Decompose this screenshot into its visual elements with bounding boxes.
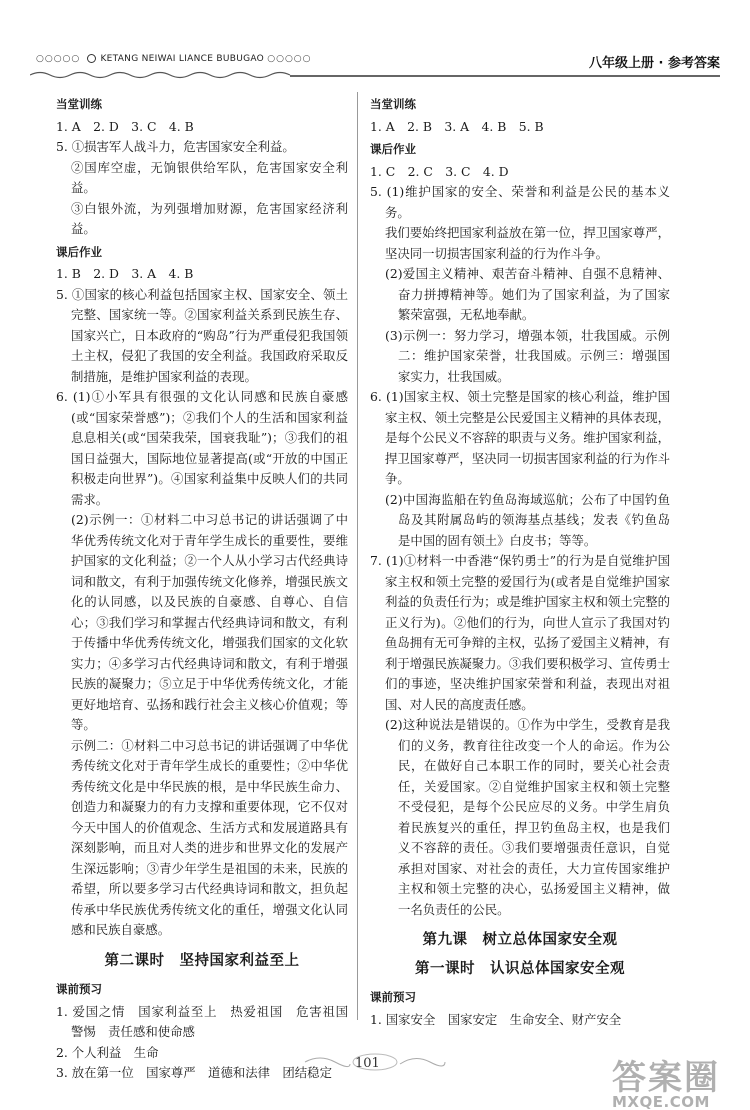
answer-paragraph: (2)爱国主义精神、艰苦奋斗精神、自强不息精神、奋力拼搏精神等。她们为了国家利益，为了国家繁荣富强，无私地奉献。 — [385, 266, 670, 322]
answer-paragraph: 6. (1)国家主权、领土完整是国家的核心利益，维护国家主权、领土完整是公民爱国主义精神的具体表现，是每个公民义不容辞的职责与义务。维护国家利益，捍卫国家尊严，坚决同一切损害国家利益的行为作斗争。 — [370, 389, 670, 486]
answer-paragraph: (2)这种说法是错误的。①作为中学生，受教育是我们的义务，教育往往改变一个人的命运。作为公民，在做好自己本职工作的同时，要关心社会责任，关爱国家。②自觉维护国家主权和领土完整不受侵犯，是每个公民应尽的义务。中学生肩负着民族复兴的重任，捍卫钓鱼岛主权，也是我们义不容辞的责任。③我们要增强责任意识，自觉承担对国家、对社会的责任，大力宣传国家维护主权和领土完整的决心，弘扬爱国主义精神，做一名负责任的公民。 — [385, 717, 670, 917]
answer-paragraph: 6. (1)①小军具有很强的文化认同感和民族自豪感(或“国家荣誉感”)；②我们个人的生活和国家利益息息相关(或“国荣我荣，国衰我耻”)；③我们的祖国日益强大，国际地位显著提高(或“开放的中国正积极走向世界”)。④国家利益集中反映人们的共同需求。 — [56, 389, 348, 507]
lesson-title: 第二课时 坚持国家利益至上 — [104, 952, 300, 969]
answer-paragraph: (3)示例一：努力学习，增强本领，壮我国威。示例二：维护国家荣誉，壮我国威。示例三：增强国家实力，壮我国威。 — [385, 327, 670, 384]
lesson-title: 第一课时 认识总体国家安全观 — [415, 960, 625, 977]
answer-line: 5. (1)维护国家的安全、荣誉和利益是公民的基本义务。 — [370, 184, 670, 220]
column-divider — [357, 92, 358, 1020]
answer-paragraph: (2)中国海监船在钓鱼岛海域巡航；公布了中国钓鱼岛及其附属岛屿的领海基点基线；发表《钓鱼岛是中国的固有领土》白皮书；等等。 — [385, 491, 670, 548]
answer-line: 1. 国家安全 国家安定 生命安全、财产安全 — [370, 1011, 622, 1027]
page-number: 101 — [355, 1056, 380, 1071]
watermark-logo-text: 答案圈 — [612, 1058, 720, 1098]
answer-line: 3. 放在第一位 国家尊严 道德和法律 团结稳定 — [56, 1065, 332, 1080]
answer-line: 1. A 2. D 3. C 4. B — [56, 118, 194, 134]
right-column — [370, 92, 670, 1030]
running-head: 八年级上册 · 参考答案 — [589, 56, 720, 71]
brand-text: KETANG NEIWAI LIANCE BUBUGAO — [100, 54, 265, 64]
decor-dots-right: ○○○○○ — [267, 54, 312, 64]
chapter-title: 第九课 树立总体国家安全观 — [422, 932, 618, 948]
page-header — [30, 44, 720, 84]
answer-paragraph: 我们要始终把国家利益放在第一位，捍卫国家尊严，坚决同一切损害国家利益的行为作斗争。 — [385, 225, 670, 261]
answer-line: 2. 个人利益 生命 — [56, 1044, 159, 1060]
brand-line — [36, 54, 312, 64]
answer-line: 1. 爱国之情 国家利益至上 热爱祖国 危害祖国 警惕 责任感和使命感 — [56, 1003, 361, 1039]
section-heading: 当堂训练 — [370, 97, 416, 111]
section-heading: 课前预习 — [56, 982, 102, 996]
answer-line: ②国库空虚，无饷银供给军队，危害国家安全利益。 — [71, 159, 348, 195]
answer-paragraph: 5. ①国家的核心利益包括国家主权、国家安全、领土完整、国家统一等。②国家利益关系到民族生存、国家兴亡，日本政府的“购岛”行为严重侵犯我国领土主权，侵犯了我国的安全利益。我国政府采取反制措施，是维护国家利益的表现。 — [56, 286, 348, 384]
answer-paragraph: 7. (1)①材料一中香港“保钓勇士”的行为是自觉维护国家主权和领土完整的爱国行为(或者是自觉维护国家利益的负责任行为；或是维护国家主权和领土完整的正义行为)。②他们的行为，向世人宣示了我国对钓鱼岛拥有无可争辩的主权，弘扬了爱国主义精神，有利于增强民族凝聚力。③我们要积极学习、宣传勇士们的事迹，坚决维护国家荣誉和利益，表现出对祖国、对人民的高度责任感。 — [370, 553, 670, 712]
answer-line: 1. C 2. C 3. C 4. D — [370, 163, 509, 179]
section-heading: 课前预习 — [370, 990, 416, 1004]
answer-line: 1. A 2. B 3. A 4. B 5. B — [370, 118, 544, 134]
site-watermark — [612, 1050, 720, 1110]
header-wave-rule — [30, 70, 720, 80]
watermark-url: MXQE.COM — [612, 1093, 710, 1110]
answer-line: ③白银外流，为列强增加财源，危害国家经济利益。 — [71, 200, 348, 236]
answer-paragraph: (2)示例一：①材料二中习总书记的讲话强调了中华优秀传统文化对于青年学生成长的重要性，要维护国家的文化利益；②一个人从小学习古代经典诗词和散文，有利于加强传统文化修养，增强民族文化的认同感，以及民族的自豪感、自尊心、自信心；③我们学习和掌握古代经典诗词和散文，有利于传播中华优秀传统文化，增强我们国家的文化软实力；④多学习古代经典诗词和散文，有利于增强民族的凝聚力；⑤立足于中华优秀传统文化，才能更好地培育、弘扬和践行社会主义核心价值观；等等。 — [71, 512, 348, 732]
section-heading: 当堂训练 — [56, 97, 102, 111]
answer-line: 5. ①损害军人战斗力，危害国家安全利益。 — [56, 139, 295, 154]
ring-icon — [87, 54, 96, 63]
section-heading: 课后作业 — [370, 142, 416, 156]
left-column — [56, 92, 361, 1084]
answer-paragraph: 示例二：①材料二中习总书记的讲话强调了中华优秀传统文化对于青年学生成长的重要性；②中华优秀传统文化是中华民族的根，是中华民族生命力、创造力和凝聚力的有力支撑和重要体现，它不仅对今天中国人的价值观念、生活方式和发展道路具有深刻影响，而且对人类的进步和世界文化的发展产生深远影响；③青少年学生是祖国的未来，民族的希望，所以要多学习古代经典诗词和散文，担负起传承中华民族优秀传统文化的重任，增强文化认同感和民族自豪感。 — [71, 737, 348, 937]
decor-dots-left: ○○○○○ — [36, 54, 81, 64]
section-heading: 课后作业 — [56, 244, 102, 259]
answer-line: 1. B 2. D 3. A 4. B — [56, 266, 194, 281]
